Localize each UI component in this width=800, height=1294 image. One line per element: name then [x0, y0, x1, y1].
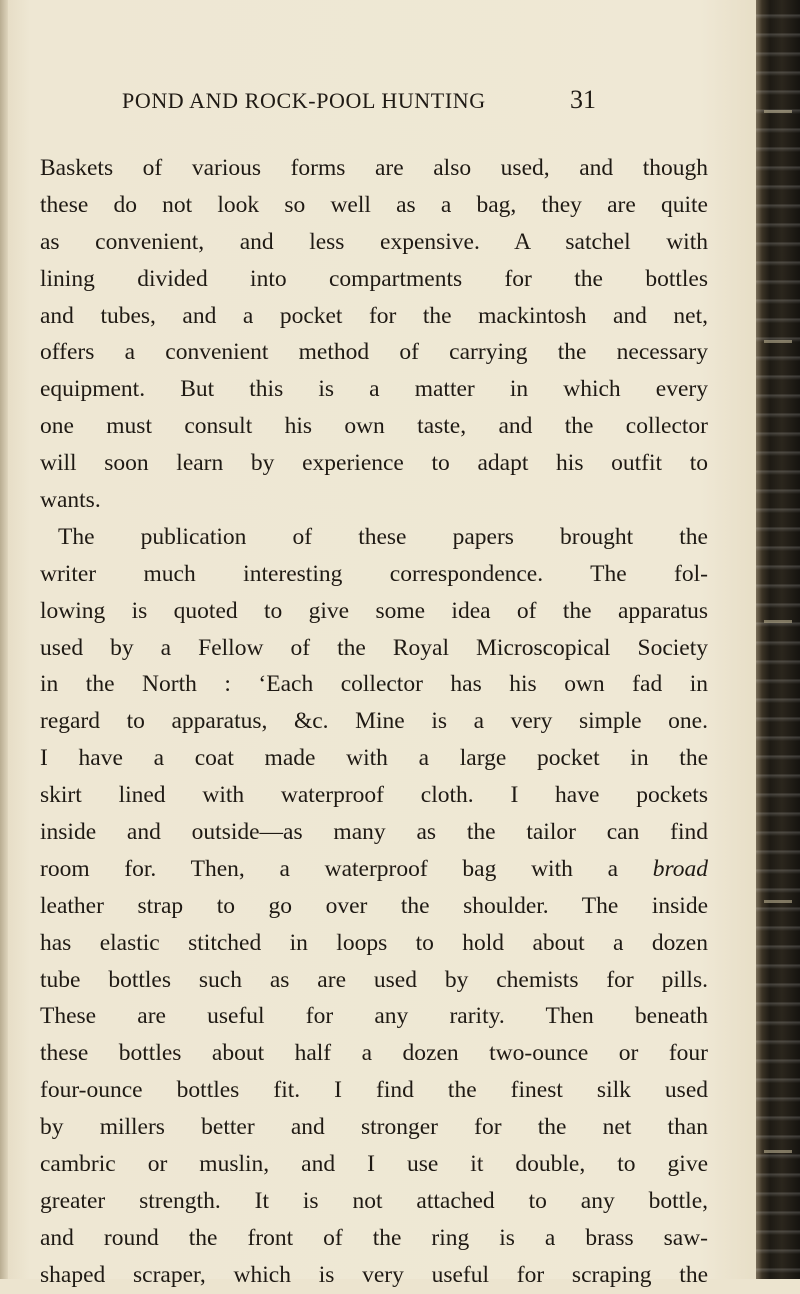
book-binding-edge: [756, 0, 800, 1279]
binding-mark: [764, 620, 792, 623]
text-line: used by a Fellow of the Royal Microscopical Society: [40, 634, 708, 661]
page-number: 31: [570, 85, 596, 114]
text-line: skirt lined with waterproof cloth. I have pockets: [40, 782, 708, 809]
binding-mark: [764, 340, 792, 343]
text-line: writer much interesting correspondence. The fol-: [40, 560, 708, 587]
running-title: POND AND ROCK-POOL HUNTING: [122, 88, 486, 113]
text-line: lining divided into compartments for the bottles: [40, 265, 708, 292]
text-line: by millers better and stronger for the net than: [40, 1114, 708, 1141]
text-line: four-ounce bottles fit. I find the finest silk used: [40, 1077, 708, 1104]
text-line: These are useful for any rarity. Then beneath: [40, 1003, 708, 1030]
emphasized-word: broad: [652, 855, 708, 882]
text-line: in the North : ‘Each collector has his own fad in: [40, 671, 708, 698]
text-line: leather strap to go over the shoulder. The inside: [40, 892, 708, 919]
text-line: regard to apparatus, &c. Mine is a very simple one.: [40, 708, 708, 735]
text-line: The publication of these papers brought the: [58, 523, 708, 550]
text-line: these do not look so well as a bag, they are quite: [40, 191, 708, 218]
text-line: one must consult his own taste, and the collector: [40, 413, 708, 440]
text-line: inside and outside—as many as the tailor can find: [40, 819, 708, 846]
text-line: and tubes, and a pocket for the mackintosh and net,: [40, 302, 708, 329]
page-left-edge: [0, 0, 8, 1279]
text-line-with-emphasis: [40, 851, 708, 888]
body-text: [40, 150, 708, 1294]
text-line: offers a convenient method of carrying the necessary: [40, 339, 708, 366]
text-line: wants.: [40, 487, 101, 514]
text-line: equipment. But this is a matter in which every: [40, 376, 708, 403]
binding-mark: [764, 1150, 792, 1153]
text-line: will soon learn by experience to adapt his outfit to: [40, 450, 708, 477]
text-line: I have a coat made with a large pocket in the: [40, 745, 708, 772]
text-line: these bottles about half a dozen two-ounce or four: [40, 1040, 708, 1067]
text-line: has elastic stitched in loops to hold about a dozen: [40, 929, 708, 956]
text-line: shaped scraper, which is very useful for scraping the: [40, 1261, 708, 1288]
text-line: Baskets of various forms are also used, and though: [40, 155, 708, 181]
binding-mark: [764, 110, 792, 113]
text-line: cambric or muslin, and I use it double, to give: [40, 1151, 708, 1178]
binding-mark: [764, 900, 792, 903]
text-line: lowing is quoted to give some idea of the apparatus: [40, 597, 708, 624]
text-line: as convenient, and less expensive. A satchel with: [40, 228, 708, 255]
page-header: [122, 85, 682, 128]
text-segment: room for. Then, a waterproof bag with a: [40, 855, 618, 882]
text-line: tube bottles such as are used by chemists for pills.: [40, 966, 708, 993]
text-line: greater strength. It is not attached to any bottle,: [40, 1187, 708, 1214]
text-line: and round the front of the ring is a brass saw-: [40, 1224, 708, 1251]
